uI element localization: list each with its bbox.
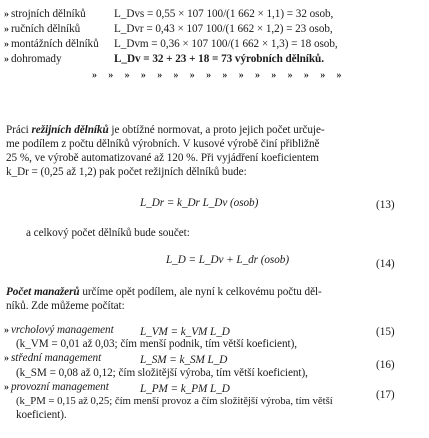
mgmt-desc: koeficient). [16,409,67,421]
calc-formula: L_Dvs = 0,55 × 107 100/(1 662 × 1,1) = 32 osob, [114,8,334,20]
equation: L_D = L_Dv + L_dr (osob) [166,254,289,266]
mgmt-item [4,381,109,394]
bullet-icon: » [4,9,7,20]
calc-label: montážních dělníků [11,38,99,50]
bullet-icon: » [4,353,7,364]
paragraph-line: 25 %, ve výrobě automatizované až 120 %. Při vyjádření koeficientem [6,152,319,164]
paragraph-line: Počet manažerů určíme opět podílem, ale nyní k celkovému počtu děl- [6,286,322,298]
equation-number: (17) [376,389,395,401]
equation-number: (16) [376,359,395,371]
mgmt-title: vrcholový management [11,324,114,336]
paragraph-line: k_Dr = (0,25 až 1,2) pak počet režijních dělníků bude: [6,166,247,178]
mgmt-formula: L_VM = k_VM L_D [140,326,230,338]
term-highlight: režijních dělníků [31,124,109,136]
bullet-icon: » [4,54,7,65]
paragraph-line: me podílem z počtu dělníků výrobních. V kusové výrobě činí přibližně [6,138,320,150]
mgmt-desc: (k_SM = 0,08 až 0,12; čím složitější výroba, tím větší koeficient), [16,367,308,379]
calc-label: strojních dělníků [11,8,86,20]
calc-formula: L_Dv = 32 + 23 + 18 = 73 výrobních dělníků. [114,53,324,65]
calc-label: ručních dělníků [11,23,81,35]
calc-label: dohromady [11,53,62,65]
mgmt-title: provozní management [11,381,109,393]
mgmt-formula: L_PM = k_PM L_D [140,383,230,395]
mgmt-desc: (k_PM = 0,15 až 0,25; čím menší provoz a čím složitější výroba, tím větší [16,395,333,407]
paragraph-line: a celkový počet dělníků bude součet: [26,227,190,239]
term-highlight: Počet manažerů [6,286,80,298]
equation-number: (14) [376,258,395,270]
calc-formula: L_Dvm = 0,36 × 107 100/(1 662 × 1,3) = 18 osob, [114,38,338,50]
bullet-icon: » [4,39,7,50]
mgmt-desc: (k_VM = 0,01 až 0,03; čím menší podnik, tím větší koeficient), [16,338,297,350]
mgmt-formula: L_SM = k_SM L_D [140,354,228,366]
paragraph-line: Práci režijních dělníků je obtížné normovat, a proto jejich počet určuje- [6,124,325,136]
bullet-icon: » [4,382,7,393]
calc-formula: L_Dvr = 0,43 × 107 100/(1 662 × 1,2) = 23 osob, [114,23,333,35]
separator: » » » » » » » » » » » » » » » » [92,70,346,81]
bullet-icon: » [4,24,7,35]
bullet-icon: » [4,325,7,336]
equation-number: (13) [376,199,395,211]
equation: L_Dr = k_Dr L_Dv (osob) [140,197,259,209]
mgmt-item [4,352,101,365]
mgmt-title: střední management [11,352,102,364]
equation-number: (15) [376,326,395,338]
paragraph-line: níků. Zde můžeme počítat: [6,300,125,312]
mgmt-item [4,324,114,337]
